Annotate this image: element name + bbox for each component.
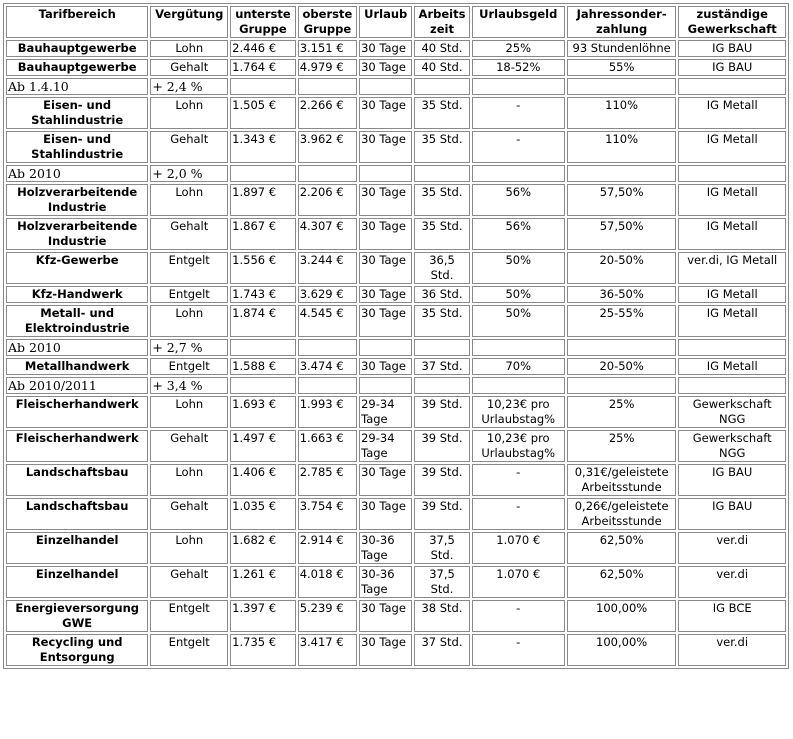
cell-verguetung: Lohn bbox=[150, 305, 228, 337]
band-date-cell: Ab 2010/2011 bbox=[6, 377, 148, 394]
cell-arbeitszeit: 40 Std. bbox=[414, 59, 469, 76]
tariff-table-container bbox=[3, 3, 789, 669]
empty-cell bbox=[359, 377, 412, 394]
cell-arbeitszeit: 40 Std. bbox=[414, 40, 469, 57]
cell-verguetung: Lohn bbox=[150, 97, 228, 129]
cell-tarifbereich: Landschaftsbau bbox=[6, 498, 148, 530]
cell-urlaubsgeld: 18-52% bbox=[472, 59, 565, 76]
cell-urlaubsgeld: - bbox=[472, 600, 565, 632]
empty-cell bbox=[359, 78, 412, 95]
cell-urlaubsgeld: 10,23€ pro Urlaubstag% bbox=[472, 396, 565, 428]
cell-oberste-gruppe: 2.266 € bbox=[298, 97, 357, 129]
cell-urlaubsgeld: 10,23€ pro Urlaubstag% bbox=[472, 430, 565, 462]
cell-tarifbereich: Eisen- und Stahlindustrie bbox=[6, 97, 148, 129]
cell-urlaub: 30 Tage bbox=[359, 184, 412, 216]
cell-unterste-gruppe: 1.406 € bbox=[230, 464, 296, 496]
cell-verguetung: Gehalt bbox=[150, 566, 228, 598]
cell-urlaub: 30 Tage bbox=[359, 305, 412, 337]
cell-verguetung: Lohn bbox=[150, 464, 228, 496]
cell-urlaubsgeld: - bbox=[472, 97, 565, 129]
cell-urlaub: 30 Tage bbox=[359, 498, 412, 530]
cell-oberste-gruppe: 4.979 € bbox=[298, 59, 357, 76]
cell-arbeitszeit: 39 Std. bbox=[414, 396, 469, 428]
cell-unterste-gruppe: 1.035 € bbox=[230, 498, 296, 530]
cell-tarifbereich: Energieversorgung GWE bbox=[6, 600, 148, 632]
header-urlaubsgeld: Urlaubsgeld bbox=[472, 6, 565, 38]
empty-cell bbox=[414, 165, 469, 182]
empty-cell bbox=[472, 78, 565, 95]
cell-gewerkschaft: IG BAU bbox=[678, 40, 786, 57]
empty-cell bbox=[472, 377, 565, 394]
cell-unterste-gruppe: 1.505 € bbox=[230, 97, 296, 129]
cell-gewerkschaft: IG BAU bbox=[678, 464, 786, 496]
cell-urlaub: 30 Tage bbox=[359, 464, 412, 496]
empty-cell bbox=[230, 339, 296, 356]
cell-jahressonderzahlung: 62,50% bbox=[567, 532, 677, 564]
cell-urlaubsgeld: - bbox=[472, 498, 565, 530]
cell-urlaub: 30 Tage bbox=[359, 358, 412, 375]
cell-arbeitszeit: 36,5 Std. bbox=[414, 252, 469, 284]
cell-tarifbereich: Einzelhandel bbox=[6, 532, 148, 564]
cell-oberste-gruppe: 3.417 € bbox=[298, 634, 357, 666]
cell-urlaubsgeld: - bbox=[472, 131, 565, 163]
table-row bbox=[6, 566, 786, 598]
cell-gewerkschaft: IG Metall bbox=[678, 218, 786, 250]
cell-tarifbereich: Metall- und Elektroindustrie bbox=[6, 305, 148, 337]
table-row bbox=[6, 600, 786, 632]
cell-urlaub: 30 Tage bbox=[359, 131, 412, 163]
cell-urlaubsgeld: 56% bbox=[472, 184, 565, 216]
cell-arbeitszeit: 36 Std. bbox=[414, 286, 469, 303]
cell-tarifbereich: Einzelhandel bbox=[6, 566, 148, 598]
empty-cell bbox=[567, 78, 677, 95]
cell-tarifbereich: Bauhauptgewerbe bbox=[6, 59, 148, 76]
cell-unterste-gruppe: 1.874 € bbox=[230, 305, 296, 337]
cell-jahressonderzahlung: 20-50% bbox=[567, 252, 677, 284]
band-date-cell: Ab 2010 bbox=[6, 165, 148, 182]
cell-oberste-gruppe: 3.474 € bbox=[298, 358, 357, 375]
table-header-row bbox=[6, 6, 786, 38]
cell-arbeitszeit: 39 Std. bbox=[414, 464, 469, 496]
cell-urlaubsgeld: 50% bbox=[472, 286, 565, 303]
cell-urlaub: 29-34 Tage bbox=[359, 430, 412, 462]
cell-urlaub: 30 Tage bbox=[359, 59, 412, 76]
table-row bbox=[6, 464, 786, 496]
cell-gewerkschaft: IG Metall bbox=[678, 131, 786, 163]
header-jahressonderzahlung: Jahressonder- zahlung bbox=[567, 6, 677, 38]
cell-urlaubsgeld: 56% bbox=[472, 218, 565, 250]
cell-jahressonderzahlung: 110% bbox=[567, 131, 677, 163]
empty-cell bbox=[298, 377, 357, 394]
cell-urlaubsgeld: 25% bbox=[472, 40, 565, 57]
empty-cell bbox=[678, 377, 786, 394]
cell-arbeitszeit: 35 Std. bbox=[414, 184, 469, 216]
cell-arbeitszeit: 35 Std. bbox=[414, 218, 469, 250]
empty-cell bbox=[678, 165, 786, 182]
empty-cell bbox=[359, 165, 412, 182]
cell-verguetung: Gehalt bbox=[150, 498, 228, 530]
cell-oberste-gruppe: 3.151 € bbox=[298, 40, 357, 57]
cell-oberste-gruppe: 1.993 € bbox=[298, 396, 357, 428]
empty-cell bbox=[567, 165, 677, 182]
table-row bbox=[6, 97, 786, 129]
cell-jahressonderzahlung: 62,50% bbox=[567, 566, 677, 598]
cell-arbeitszeit: 37 Std. bbox=[414, 358, 469, 375]
cell-verguetung: Entgelt bbox=[150, 358, 228, 375]
cell-urlaubsgeld: 70% bbox=[472, 358, 565, 375]
cell-verguetung: Entgelt bbox=[150, 286, 228, 303]
empty-cell bbox=[359, 339, 412, 356]
cell-gewerkschaft: ver.di bbox=[678, 634, 786, 666]
cell-urlaub: 30 Tage bbox=[359, 252, 412, 284]
cell-unterste-gruppe: 1.897 € bbox=[230, 184, 296, 216]
cell-jahressonderzahlung: 25-55% bbox=[567, 305, 677, 337]
empty-cell bbox=[414, 78, 469, 95]
cell-urlaubsgeld: 50% bbox=[472, 252, 565, 284]
cell-jahressonderzahlung: 36-50% bbox=[567, 286, 677, 303]
band-date-cell: Ab 2010 bbox=[6, 339, 148, 356]
header-arbeitszeit: Arbeits zeit bbox=[414, 6, 469, 38]
cell-gewerkschaft: IG Metall bbox=[678, 286, 786, 303]
cell-jahressonderzahlung: 25% bbox=[567, 396, 677, 428]
cell-gewerkschaft: IG BAU bbox=[678, 59, 786, 76]
empty-cell bbox=[230, 165, 296, 182]
empty-cell bbox=[567, 377, 677, 394]
header-tarifbereich: Tarifbereich bbox=[6, 6, 148, 38]
cell-verguetung: Lohn bbox=[150, 40, 228, 57]
cell-jahressonderzahlung: 0,31€/geleistete Arbeitsstunde bbox=[567, 464, 677, 496]
table-row bbox=[6, 218, 786, 250]
cell-jahressonderzahlung: 57,50% bbox=[567, 184, 677, 216]
cell-jahressonderzahlung: 57,50% bbox=[567, 218, 677, 250]
table-row bbox=[6, 532, 786, 564]
increase-band-row bbox=[6, 377, 786, 394]
cell-gewerkschaft: ver.di, IG Metall bbox=[678, 252, 786, 284]
cell-jahressonderzahlung: 100,00% bbox=[567, 600, 677, 632]
cell-verguetung: Lohn bbox=[150, 532, 228, 564]
header-urlaub: Urlaub bbox=[359, 6, 412, 38]
header-unterste-gruppe: unterste Gruppe bbox=[230, 6, 296, 38]
cell-urlaub: 30 Tage bbox=[359, 286, 412, 303]
cell-unterste-gruppe: 2.446 € bbox=[230, 40, 296, 57]
cell-verguetung: Gehalt bbox=[150, 430, 228, 462]
cell-gewerkschaft: IG Metall bbox=[678, 184, 786, 216]
cell-gewerkschaft: IG BAU bbox=[678, 498, 786, 530]
cell-arbeitszeit: 37,5 Std. bbox=[414, 532, 469, 564]
cell-tarifbereich: Landschaftsbau bbox=[6, 464, 148, 496]
cell-arbeitszeit: 35 Std. bbox=[414, 131, 469, 163]
table-row bbox=[6, 59, 786, 76]
cell-oberste-gruppe: 4.018 € bbox=[298, 566, 357, 598]
cell-arbeitszeit: 35 Std. bbox=[414, 97, 469, 129]
increase-band-row bbox=[6, 339, 786, 356]
cell-jahressonderzahlung: 110% bbox=[567, 97, 677, 129]
cell-urlaubsgeld: 1.070 € bbox=[472, 532, 565, 564]
cell-urlaub: 30 Tage bbox=[359, 218, 412, 250]
header-gewerkschaft: zuständige Gewerkschaft bbox=[678, 6, 786, 38]
cell-oberste-gruppe: 3.244 € bbox=[298, 252, 357, 284]
cell-oberste-gruppe: 2.914 € bbox=[298, 532, 357, 564]
cell-verguetung: Entgelt bbox=[150, 634, 228, 666]
cell-unterste-gruppe: 1.343 € bbox=[230, 131, 296, 163]
table-row bbox=[6, 252, 786, 284]
cell-arbeitszeit: 37,5 Std. bbox=[414, 566, 469, 598]
cell-jahressonderzahlung: 20-50% bbox=[567, 358, 677, 375]
table-row bbox=[6, 286, 786, 303]
cell-unterste-gruppe: 1.682 € bbox=[230, 532, 296, 564]
increase-band-row bbox=[6, 78, 786, 95]
cell-jahressonderzahlung: 0,26€/geleistete Arbeitsstunde bbox=[567, 498, 677, 530]
cell-tarifbereich: Bauhauptgewerbe bbox=[6, 40, 148, 57]
empty-cell bbox=[678, 78, 786, 95]
empty-cell bbox=[472, 165, 565, 182]
cell-verguetung: Gehalt bbox=[150, 59, 228, 76]
cell-unterste-gruppe: 1.735 € bbox=[230, 634, 296, 666]
cell-unterste-gruppe: 1.693 € bbox=[230, 396, 296, 428]
cell-oberste-gruppe: 5.239 € bbox=[298, 600, 357, 632]
cell-arbeitszeit: 37 Std. bbox=[414, 634, 469, 666]
cell-verguetung: Lohn bbox=[150, 396, 228, 428]
cell-urlaub: 30 Tage bbox=[359, 634, 412, 666]
table-row bbox=[6, 184, 786, 216]
empty-cell bbox=[298, 78, 357, 95]
cell-gewerkschaft: IG BCE bbox=[678, 600, 786, 632]
cell-oberste-gruppe: 2.785 € bbox=[298, 464, 357, 496]
cell-tarifbereich: Eisen- und Stahlindustrie bbox=[6, 131, 148, 163]
cell-urlaub: 30-36 Tage bbox=[359, 566, 412, 598]
empty-cell bbox=[414, 377, 469, 394]
cell-jahressonderzahlung: 25% bbox=[567, 430, 677, 462]
cell-gewerkschaft: ver.di bbox=[678, 532, 786, 564]
band-increase-cell: + 3,4 % bbox=[150, 377, 228, 394]
cell-tarifbereich: Fleischerhandwerk bbox=[6, 430, 148, 462]
cell-arbeitszeit: 39 Std. bbox=[414, 430, 469, 462]
empty-cell bbox=[678, 339, 786, 356]
cell-unterste-gruppe: 1.556 € bbox=[230, 252, 296, 284]
cell-gewerkschaft: IG Metall bbox=[678, 358, 786, 375]
table-row bbox=[6, 430, 786, 462]
band-increase-cell: + 2,7 % bbox=[150, 339, 228, 356]
cell-urlaubsgeld: 1.070 € bbox=[472, 566, 565, 598]
cell-urlaubsgeld: 50% bbox=[472, 305, 565, 337]
cell-oberste-gruppe: 4.307 € bbox=[298, 218, 357, 250]
cell-unterste-gruppe: 1.261 € bbox=[230, 566, 296, 598]
cell-tarifbereich: Kfz-Gewerbe bbox=[6, 252, 148, 284]
band-date-cell: Ab 1.4.10 bbox=[6, 78, 148, 95]
cell-jahressonderzahlung: 100,00% bbox=[567, 634, 677, 666]
cell-tarifbereich: Recycling und Entsorgung bbox=[6, 634, 148, 666]
cell-unterste-gruppe: 1.497 € bbox=[230, 430, 296, 462]
cell-urlaub: 30 Tage bbox=[359, 97, 412, 129]
table-body bbox=[6, 40, 786, 666]
cell-jahressonderzahlung: 55% bbox=[567, 59, 677, 76]
empty-cell bbox=[414, 339, 469, 356]
cell-unterste-gruppe: 1.588 € bbox=[230, 358, 296, 375]
increase-band-row bbox=[6, 165, 786, 182]
empty-cell bbox=[567, 339, 677, 356]
cell-urlaub: 29-34 Tage bbox=[359, 396, 412, 428]
empty-cell bbox=[230, 78, 296, 95]
cell-oberste-gruppe: 3.962 € bbox=[298, 131, 357, 163]
table-row bbox=[6, 358, 786, 375]
cell-urlaub: 30-36 Tage bbox=[359, 532, 412, 564]
table-row bbox=[6, 498, 786, 530]
table-row bbox=[6, 634, 786, 666]
cell-tarifbereich: Holzverarbeitende Industrie bbox=[6, 218, 148, 250]
table-row bbox=[6, 40, 786, 57]
empty-cell bbox=[230, 377, 296, 394]
table-row bbox=[6, 396, 786, 428]
cell-verguetung: Lohn bbox=[150, 184, 228, 216]
cell-gewerkschaft: ver.di bbox=[678, 566, 786, 598]
cell-gewerkschaft: Gewerkschaft NGG bbox=[678, 430, 786, 462]
header-oberste-gruppe: oberste Gruppe bbox=[298, 6, 357, 38]
cell-oberste-gruppe: 3.754 € bbox=[298, 498, 357, 530]
cell-gewerkschaft: IG Metall bbox=[678, 97, 786, 129]
cell-arbeitszeit: 39 Std. bbox=[414, 498, 469, 530]
cell-tarifbereich: Holzverarbeitende Industrie bbox=[6, 184, 148, 216]
empty-cell bbox=[298, 339, 357, 356]
cell-unterste-gruppe: 1.397 € bbox=[230, 600, 296, 632]
table-row bbox=[6, 305, 786, 337]
cell-oberste-gruppe: 2.206 € bbox=[298, 184, 357, 216]
empty-cell bbox=[472, 339, 565, 356]
empty-cell bbox=[298, 165, 357, 182]
cell-oberste-gruppe: 3.629 € bbox=[298, 286, 357, 303]
cell-unterste-gruppe: 1.743 € bbox=[230, 286, 296, 303]
cell-arbeitszeit: 35 Std. bbox=[414, 305, 469, 337]
band-increase-cell: + 2,4 % bbox=[150, 78, 228, 95]
band-increase-cell: + 2,0 % bbox=[150, 165, 228, 182]
cell-verguetung: Gehalt bbox=[150, 131, 228, 163]
cell-urlaubsgeld: - bbox=[472, 464, 565, 496]
cell-verguetung: Gehalt bbox=[150, 218, 228, 250]
cell-verguetung: Entgelt bbox=[150, 600, 228, 632]
cell-urlaubsgeld: - bbox=[472, 634, 565, 666]
cell-oberste-gruppe: 1.663 € bbox=[298, 430, 357, 462]
cell-arbeitszeit: 38 Std. bbox=[414, 600, 469, 632]
cell-oberste-gruppe: 4.545 € bbox=[298, 305, 357, 337]
cell-tarifbereich: Metallhandwerk bbox=[6, 358, 148, 375]
cell-gewerkschaft: IG Metall bbox=[678, 305, 786, 337]
cell-tarifbereich: Fleischerhandwerk bbox=[6, 396, 148, 428]
cell-unterste-gruppe: 1.867 € bbox=[230, 218, 296, 250]
cell-jahressonderzahlung: 93 Stundenlöhne bbox=[567, 40, 677, 57]
header-verguetung: Vergütung bbox=[150, 6, 228, 38]
cell-verguetung: Entgelt bbox=[150, 252, 228, 284]
cell-unterste-gruppe: 1.764 € bbox=[230, 59, 296, 76]
tariff-table bbox=[3, 3, 789, 669]
table-row bbox=[6, 131, 786, 163]
cell-gewerkschaft: Gewerkschaft NGG bbox=[678, 396, 786, 428]
cell-tarifbereich: Kfz-Handwerk bbox=[6, 286, 148, 303]
cell-urlaub: 30 Tage bbox=[359, 40, 412, 57]
cell-urlaub: 30 Tage bbox=[359, 600, 412, 632]
